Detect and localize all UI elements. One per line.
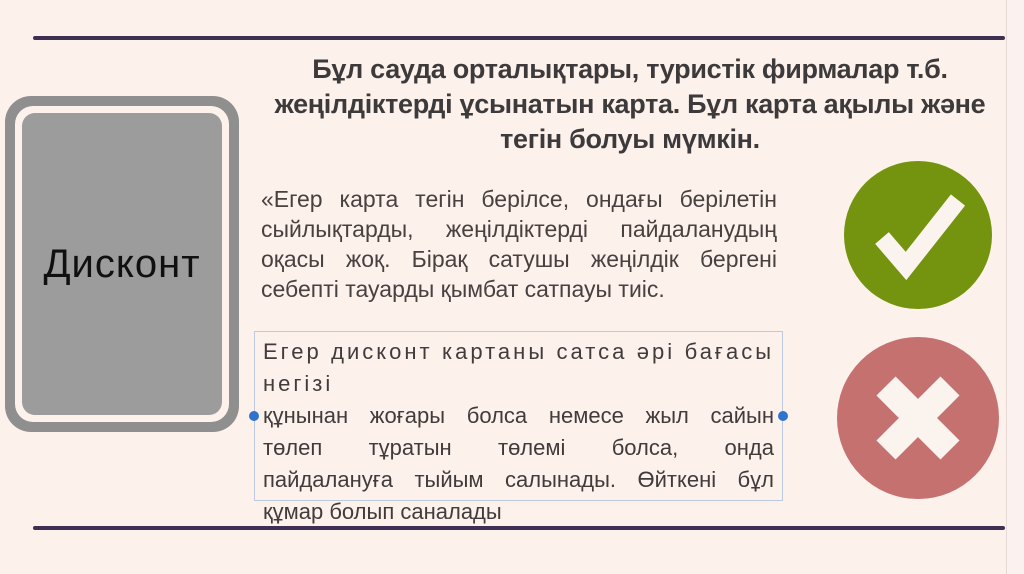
- discount-card-label: Дисконт: [43, 241, 201, 286]
- selected-textbox[interactable]: [254, 331, 783, 524]
- paragraph-line: себепті тауарды қымбат сатпауы тиіс.: [261, 276, 665, 302]
- paragraph-line: оқасы жоқ. Бірақ сатушы жеңілдік бергені: [261, 246, 777, 272]
- paragraph-line: «Егер карта тегін берілсе, ондағы берілетін: [261, 186, 777, 212]
- selection-handle-right[interactable]: [778, 411, 788, 421]
- check-icon: [844, 161, 992, 309]
- quote-paragraph[interactable]: [261, 184, 777, 304]
- discount-card-gap: [15, 106, 229, 422]
- heading-line: жеңілдіктерді ұсынатын карта. Бұл карта ақылы және: [274, 89, 986, 119]
- heading-line: тегін болуы мүмкін.: [500, 124, 760, 154]
- bottom-divider-line: [33, 526, 1005, 530]
- textbox-line: Егер дисконт картаны сатса әрі бағасы негізі: [263, 339, 774, 396]
- discount-card-face: [22, 113, 222, 415]
- top-divider-line: [33, 36, 1005, 40]
- slide-right-edge: [1006, 0, 1007, 574]
- slide-heading[interactable]: [262, 52, 998, 157]
- textbox-line: құмар болып саналады: [263, 499, 502, 524]
- selection-handle-left[interactable]: [249, 411, 259, 421]
- discount-card[interactable]: [5, 96, 239, 432]
- approve-badge[interactable]: [844, 161, 992, 309]
- reject-badge[interactable]: [837, 337, 999, 499]
- textbox-line: құнынан жоғары болса немесе жыл сайын: [263, 403, 774, 428]
- heading-line: Бұл сауда орталықтары, туристік фирмалар т.б.: [312, 54, 948, 84]
- paragraph-line: сыйлықтарды, жеңілдіктерді пайдаланудың: [261, 216, 777, 242]
- cross-icon: [837, 337, 999, 499]
- textbox-line: пайдалануға тыйым салынады. Өйткені бұл: [263, 467, 774, 492]
- textbox-line: төлеп тұратын төлемі болса, онда: [263, 435, 774, 460]
- canvas-right-margin: [1007, 0, 1024, 574]
